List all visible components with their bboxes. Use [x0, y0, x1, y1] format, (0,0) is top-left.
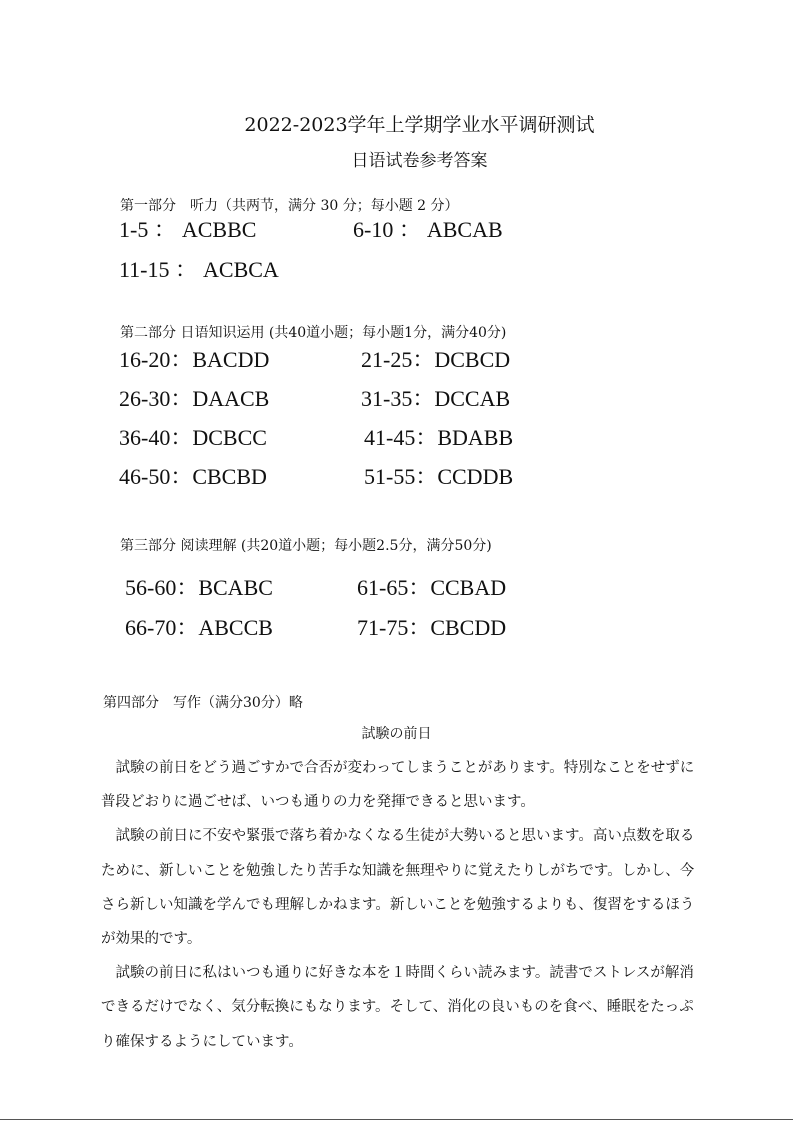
answer-row: [364, 460, 513, 491]
answer-key: DCCAB: [434, 386, 511, 411]
answer-key: CBCBD: [192, 464, 267, 489]
answer-row: [119, 343, 269, 374]
answer-range: 61-65：: [357, 575, 431, 600]
answer-key: CBCDD: [430, 615, 507, 640]
answer-key: ACBBC: [181, 217, 257, 242]
page-subtitle: 日语试卷参考答案: [351, 151, 488, 171]
part2-heading: 第二部分 日语知识运用 (共40道小题；每小题1分，满分40分): [120, 325, 507, 341]
answer-row: [119, 253, 279, 284]
answer-row: [119, 213, 256, 244]
answer-key: ABCAB: [426, 217, 503, 242]
answer-row: [119, 460, 267, 491]
answer-key: ACBCA: [203, 257, 279, 282]
page-title: 2022-2023学年上学期学业水平调研测试: [244, 114, 595, 136]
answer-key: CCDDB: [437, 464, 514, 489]
page-bottom-divider: [0, 1119, 793, 1120]
answer-key: CCBAD: [430, 575, 507, 600]
answer-row: [119, 382, 269, 413]
answer-row: [357, 571, 506, 602]
part4-heading: 第四部分 写作（满分30分）略: [103, 695, 303, 711]
answer-range: 56-60：: [125, 575, 199, 600]
answer-row: [364, 421, 513, 452]
essay-paragraph: 試験の前日に私はいつも通りに好きな本を１時間くらい読みます。読書でストレスが解消できるだけでなく、気分転換にもなります。そして、消化の良いものを食べ、睡眠をたっぷり確保するようにしています。: [101, 965, 694, 1050]
answer-range: 31-35：: [361, 386, 435, 411]
essay-paragraph: 試験の前日に不安や緊張で落ち着かなくなる生徒が大勢いると思います。高い点数を取るために、新しいことを勉強したり苦手な知識を無理やりに覚えたりしがちです。しかし、今さら新しい知識を学んでも理解しかねます。新しいことを勉強するよりも、復習をするほうが効果的です。: [101, 828, 695, 948]
answer-range: 41-45：: [364, 425, 438, 450]
answer-range: 11-15 ：: [119, 257, 198, 282]
answer-key: DCBCC: [192, 425, 267, 450]
answer-range: 46-50：: [119, 464, 193, 489]
answer-key: BCABC: [198, 575, 273, 600]
answer-row: [361, 382, 510, 413]
part1-heading: 第一部分 听力（共两节，满分 30 分；每小题 2 分）: [120, 198, 459, 214]
answer-row: [361, 343, 510, 374]
answer-row: [353, 213, 503, 244]
answer-range: 6-10 ：: [353, 217, 421, 242]
answer-row: [357, 611, 506, 642]
answer-row: [119, 421, 267, 452]
answer-range: 21-25：: [361, 347, 435, 372]
answer-range: 66-70：: [125, 615, 199, 640]
answer-key: BACDD: [192, 347, 270, 372]
answer-range: 16-20：: [119, 347, 193, 372]
answer-row: [125, 571, 273, 602]
part3-heading: 第三部分 阅读理解 (共20道小题；每小题2.5分，满分50分): [120, 538, 492, 554]
essay-title: 試験の前日: [361, 726, 432, 742]
answer-key: ABCCB: [198, 615, 273, 640]
answer-range: 51-55：: [364, 464, 438, 489]
answer-row: [125, 611, 273, 642]
answer-key: DCBCD: [434, 347, 511, 372]
essay-body: [101, 751, 696, 1059]
answer-key: DAACB: [192, 386, 270, 411]
answer-range: 71-75：: [357, 615, 431, 640]
essay-paragraph: 試験の前日をどう過ごすかで合否が変わってしまうことがあります。特別なことをせずに普段どおりに過ごせば、いつも通りの力を発揮できると思います。: [101, 760, 695, 811]
answer-key: BDABB: [437, 425, 514, 450]
answer-range: 36-40：: [119, 425, 193, 450]
answer-range: 1-5 ：: [119, 217, 176, 242]
answer-range: 26-30：: [119, 386, 193, 411]
